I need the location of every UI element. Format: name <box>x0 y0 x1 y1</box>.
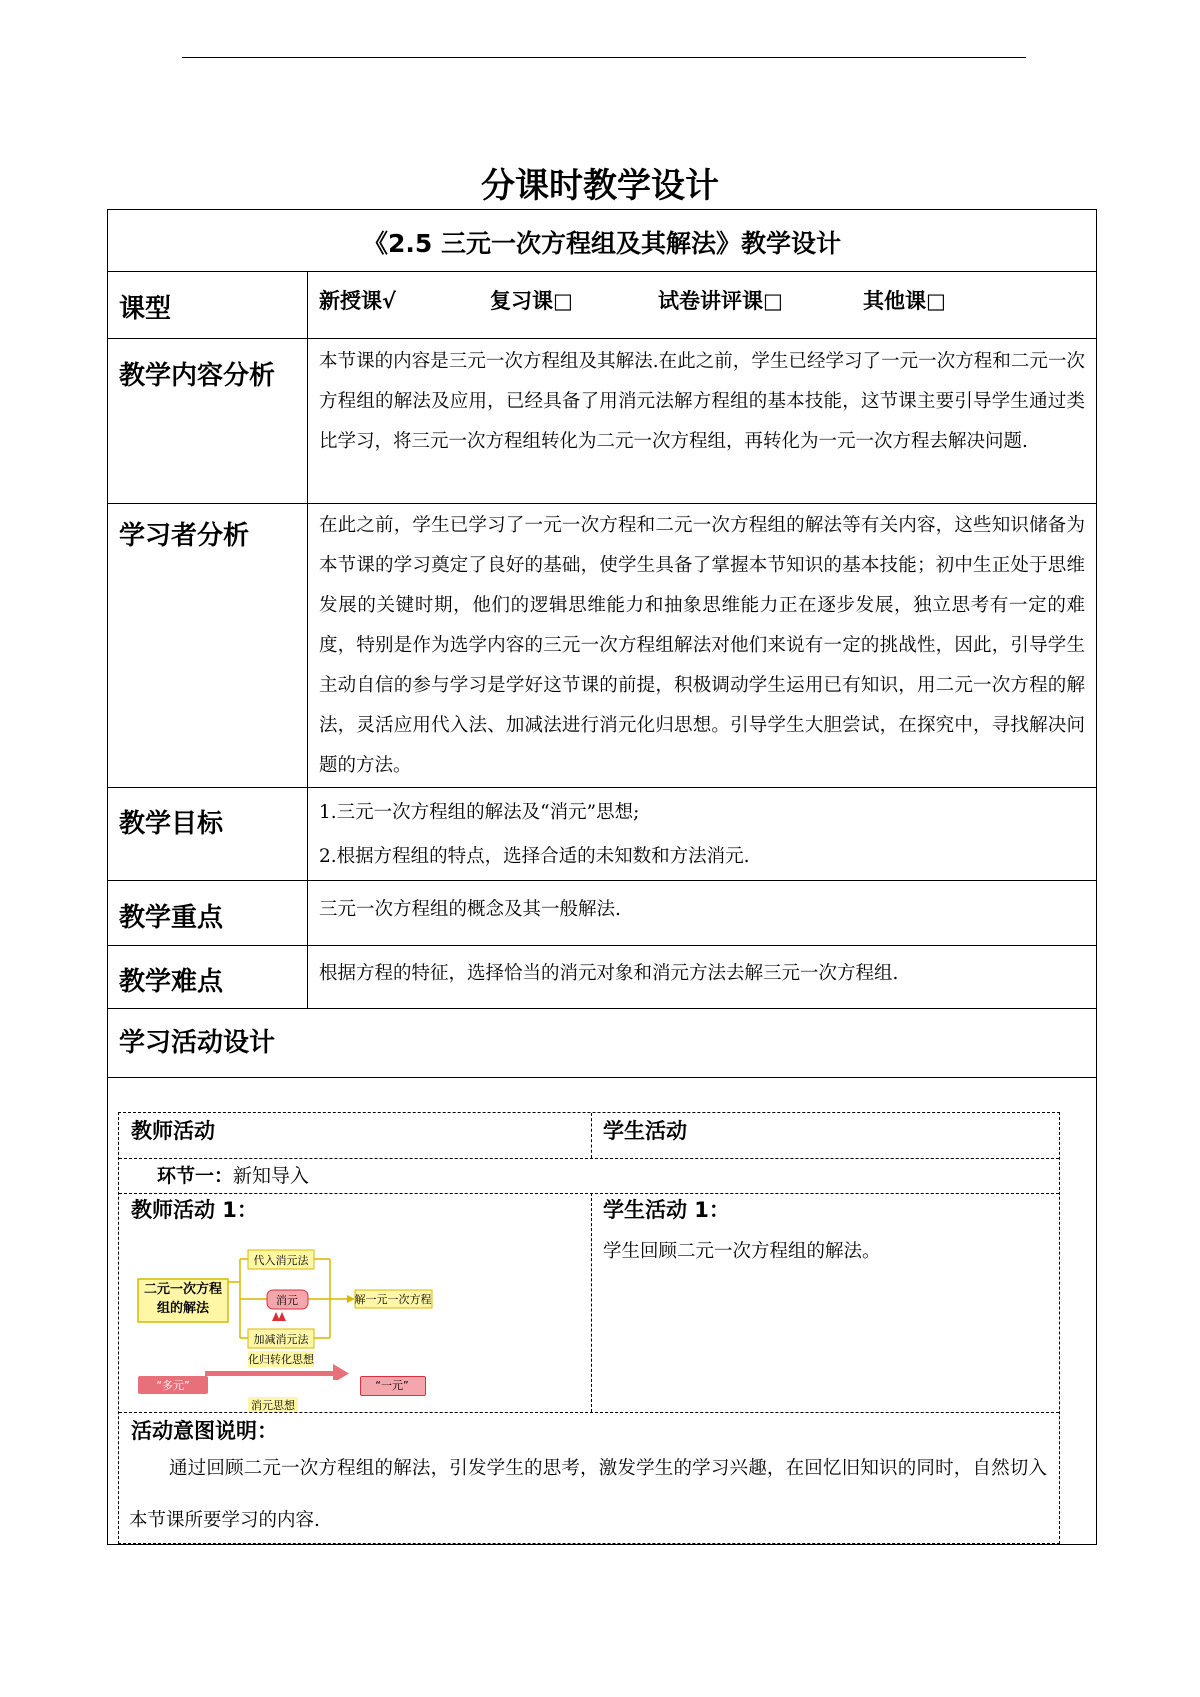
row-divider <box>108 880 1096 881</box>
teacher-activity-1-title: 教师活动 1： <box>131 1198 258 1222</box>
student-activity-1-text: 学生回顾二元一次方程组的解法。 <box>603 1241 881 1262</box>
type-option-new: 新授课√ <box>319 289 397 313</box>
row-divider <box>108 338 1096 339</box>
row-divider <box>108 945 1096 946</box>
stage-row <box>157 1161 309 1188</box>
from-label: “多元” <box>156 1379 190 1392</box>
substitution-label: 代入消元法 <box>253 1254 309 1267</box>
addition-label: 加减消元法 <box>253 1333 309 1346</box>
purpose-text: 通过回顾二元一次方程组的解法，引发学生的思考，激发学生的学习兴趣，在回忆旧知识的同时，自然切入本节课所要学习的内容. <box>129 1458 1047 1531</box>
row-divider <box>108 1008 1096 1009</box>
row-label-type: 课型 <box>119 294 172 324</box>
source-box-label <box>138 1280 228 1322</box>
row-divider <box>108 787 1096 788</box>
activity-table <box>118 1112 1060 1544</box>
row-divider <box>108 503 1096 504</box>
student-activity-1-title: 学生活动 1： <box>603 1198 730 1222</box>
row-label-difficulties: 教学难点 <box>119 967 224 997</box>
goal-item: 1.三元一次方程组的解法及“消元”思想; <box>319 802 640 823</box>
elimination-diagram <box>135 1240 435 1380</box>
row-divider <box>119 1158 1059 1159</box>
row-divider <box>108 271 1096 272</box>
goal-item: 2.根据方程组的特点，选择合适的未知数和方法消元. <box>319 846 750 867</box>
column-divider <box>591 1113 592 1158</box>
diagram-bottom <box>135 1374 435 1414</box>
content-analysis-text: 本节课的内容是三元一次方程组及其解法.在此之前，学生已经学习了一元一次方程和二元一次方程组的解法及应用，已经具备了用消元法解方程组的基本技能，这节课主要引导学生通过类比学习，将三元一次方程组转化为二元一次方程组，再转化为一元一次方程去解决问题. <box>319 351 1085 452</box>
source-label: 二元一次方程组的解法 <box>143 1282 222 1316</box>
column-divider <box>307 271 308 1008</box>
elimination-label: 消元思想 <box>251 1399 295 1412</box>
transform-label: 化归转化思想 <box>248 1353 314 1366</box>
row-divider <box>108 1077 1096 1078</box>
document-title: 分课时教学设计 <box>481 166 719 206</box>
row-label-activity-design: 学习活动设计 <box>119 1028 276 1058</box>
row-divider <box>119 1193 1059 1194</box>
stage-label: 环节一： <box>157 1165 234 1187</box>
learner-analysis-text: 在此之前，学生已学习了一元一次方程和二元一次方程组的解法等有关内容，这些知识储备为本节课的学习奠定了良好的基础，使学生具备了掌握本节知识的基本技能；初中生正处于思维发展的关键时期，他们的逻辑思维能力和抽象思维能力正在逐步发展，独立思考有一定的难度，特别是作为选学内容的三元一次方程组解法对他们来说有一定的挑战性，因此，引导学生主动自信的参与学习是学好这节课的前提，积极调动学生运用已有知识，用二元一次方程的解法，灵活应用代入法、加减法进行消元化归思想。引导学生大胆尝试，在探究中，寻找解决问题的方法。 <box>319 515 1085 776</box>
result-label: 解一元一次方程 <box>354 1293 432 1306</box>
difficulties-text: 根据方程的特征，选择恰当的消元对象和消元方法去解三元一次方程组. <box>319 963 899 984</box>
row-label-goals: 教学目标 <box>119 809 224 839</box>
center-marker <box>278 1312 286 1321</box>
header-rule <box>182 57 1026 58</box>
student-activity-header: 学生活动 <box>603 1119 687 1143</box>
key-points-text: 三元一次方程组的概念及其一般解法. <box>319 899 621 920</box>
course-title: 《2.5 三元一次方程组及其解法》教学设计 <box>363 229 841 258</box>
row-label-learner-analysis: 学习者分析 <box>119 521 250 551</box>
center-label: 消元 <box>276 1294 298 1307</box>
teacher-activity-header: 教师活动 <box>131 1119 215 1143</box>
type-option-review: 复习课□ <box>490 289 573 313</box>
stage-name: 新知导入 <box>233 1165 310 1187</box>
type-option-other: 其他课□ <box>863 289 946 313</box>
purpose-title: 活动意图说明： <box>131 1419 278 1443</box>
row-label-key-points: 教学重点 <box>119 903 224 933</box>
column-divider <box>591 1193 592 1412</box>
row-label-content-analysis: 教学内容分析 <box>119 361 276 391</box>
to-label: “一元” <box>375 1379 409 1392</box>
type-option-exam: 试卷讲评课□ <box>658 289 783 313</box>
row-divider <box>119 1412 1059 1413</box>
